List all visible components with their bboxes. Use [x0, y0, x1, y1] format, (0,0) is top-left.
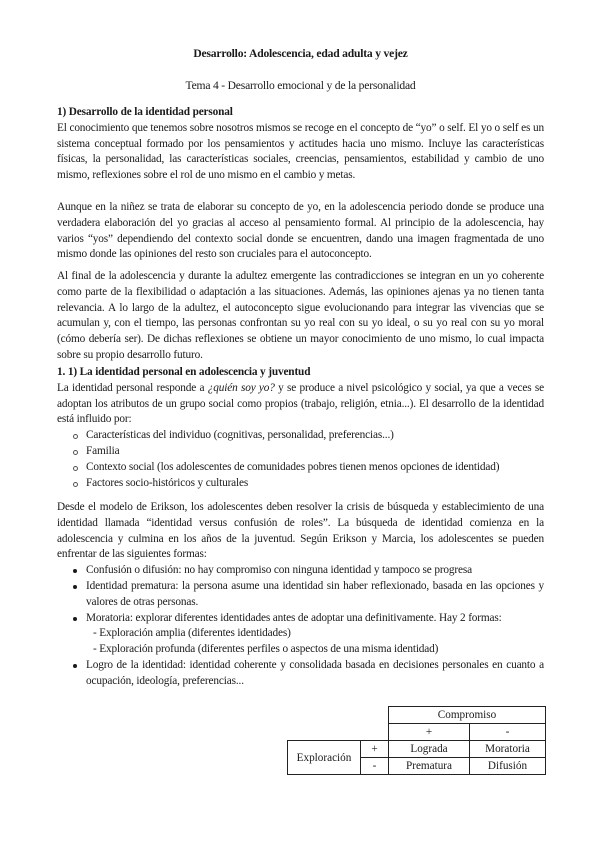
identity-status-table: [287, 706, 546, 775]
list-item: Características del individuo (cognitivas, personalidad, preferencias...): [57, 428, 544, 444]
section-adulthood: [57, 269, 544, 364]
cell-prematura: Prematura: [389, 758, 470, 775]
row-header-minus: -: [361, 758, 389, 775]
cell-moratoria: Moratoria: [470, 741, 546, 758]
intro-text: La identidad personal responde a: [57, 381, 208, 394]
sub-item: - Exploración profunda (diferentes perfiles o aspectos de una misma identidad): [93, 643, 439, 656]
section-identity-development: [57, 105, 544, 184]
column-header-minus: -: [470, 724, 546, 741]
list-item: [57, 611, 544, 658]
list-item: Factores socio-históricos y culturales: [57, 476, 544, 492]
section-identity-youth: [57, 365, 544, 491]
subsection-heading: 1. 1) La identidad personal en adolescencia y juventud: [57, 366, 311, 378]
list-item: Confusión o difusión: no hay compromiso con ninguna identidad y tampoco se progresa: [57, 563, 544, 579]
paragraph-erikson: Desde el modelo de Erikson, los adolescentes deben resolver la crisis de búsqueda y establecimiento de una identidad llamada “identidad versus confusión de roles”. La búsqueda de identidad comienza en la adolescencia y culmina en los años de la juventud. Según Erikson y Marcia, los adolescentes se pueden enfrentar de las siguientes formas:: [57, 501, 544, 561]
influences-list: [57, 428, 544, 491]
identity-forms-list: [57, 563, 544, 689]
document-title: Desarrollo: Adolescencia, edad adulta y vejez: [193, 47, 408, 60]
paragraph-self-concept: El conocimiento que tenemos sobre nosotros mismos se recoge en el concepto de “yo” o self. El yo o self es un sistema conceptual formado por los pensamientos y actitudes hacia uno mismo. Incluye las características físicas, la personalidad, las características sociales, creencias, pensamientos, estabilidad y cambio de uno mismo, reflexiones sobre el rol de uno mismo en el cambio y metas.: [57, 121, 544, 182]
sub-item: - Exploración amplia (diferentes identidades): [93, 627, 291, 640]
row-group-header: Exploración: [288, 741, 361, 775]
list-item: Familia: [57, 444, 544, 460]
list-item-text: Moratoria: explorar diferentes identidades antes de adoptar una definitivamente. Hay 2 formas:: [86, 611, 502, 624]
intro-text-continued: y se produce a nivel psicológico y social, ya que a veces se adoptan los atributos de un grupo social como propios (trabajo, religión, etnia...). El desarrollo de la identidad está influido por:: [57, 381, 544, 426]
cell-lograda: Lograda: [389, 741, 470, 758]
list-item: Logro de la identidad: identidad coherente y consolidada basada en decisiones personales en cuanto a ocupación, ideología, preferencias...: [57, 658, 544, 690]
row-header-plus: +: [361, 741, 389, 758]
section-erikson: [57, 500, 544, 690]
column-group-header: Compromiso: [389, 707, 546, 724]
paragraph-adolescence: Aunque en la niñez se trata de elaborar su concepto de yo, en la adolescencia periodo donde se produce una verdadera elaboración del yo gracias al acceso al pensamiento formal. Al principio de la adolescencia, hay varios “yos” dependiendo del contexto social donde se encuentren, dando una imagen fragmentada de uno mismo donde las opiniones del resto son cruciales para el autoconcepto.: [57, 201, 544, 261]
document-subtitle: Tema 4 - Desarrollo emocional y de la personalidad: [185, 79, 416, 92]
column-header-plus: +: [389, 724, 470, 741]
paragraph-identity-intro: [57, 381, 544, 428]
list-item: Identidad prematura: la persona asume una identidad sin haber reflexionado, basada en las opciones y valores de otras personas.: [57, 579, 544, 611]
section-childhood-adolescence: [57, 200, 544, 263]
cell-difusion: Difusión: [470, 758, 546, 775]
section-heading: 1) Desarrollo de la identidad personal: [57, 106, 233, 118]
list-item: Contexto social (los adolescentes de comunidades pobres tienen menos opciones de identidad): [57, 460, 544, 476]
intro-question: ¿quién soy yo?: [207, 381, 275, 394]
paragraph-adulthood: Al final de la adolescencia y durante la adultez emergente las contradicciones se integran en un yo coherente como parte de la flexibilidad o adaptación a las situaciones. Además, las opiniones ajenas ya no tienen tanta relevancia. A lo largo de la adultez, el autoconcepto sigue evolucionando para integrar las vivencias que se acumulan y, con el tiempo, las personas confrontan su yo real con su yo ideal, o su yo real con su yo moral (cómo debería ser). De dichas reflexiones se obtiene un mayor conocimiento de uno mismo, lo cual impacta sobre su propio desarrollo futuro.: [57, 270, 544, 361]
